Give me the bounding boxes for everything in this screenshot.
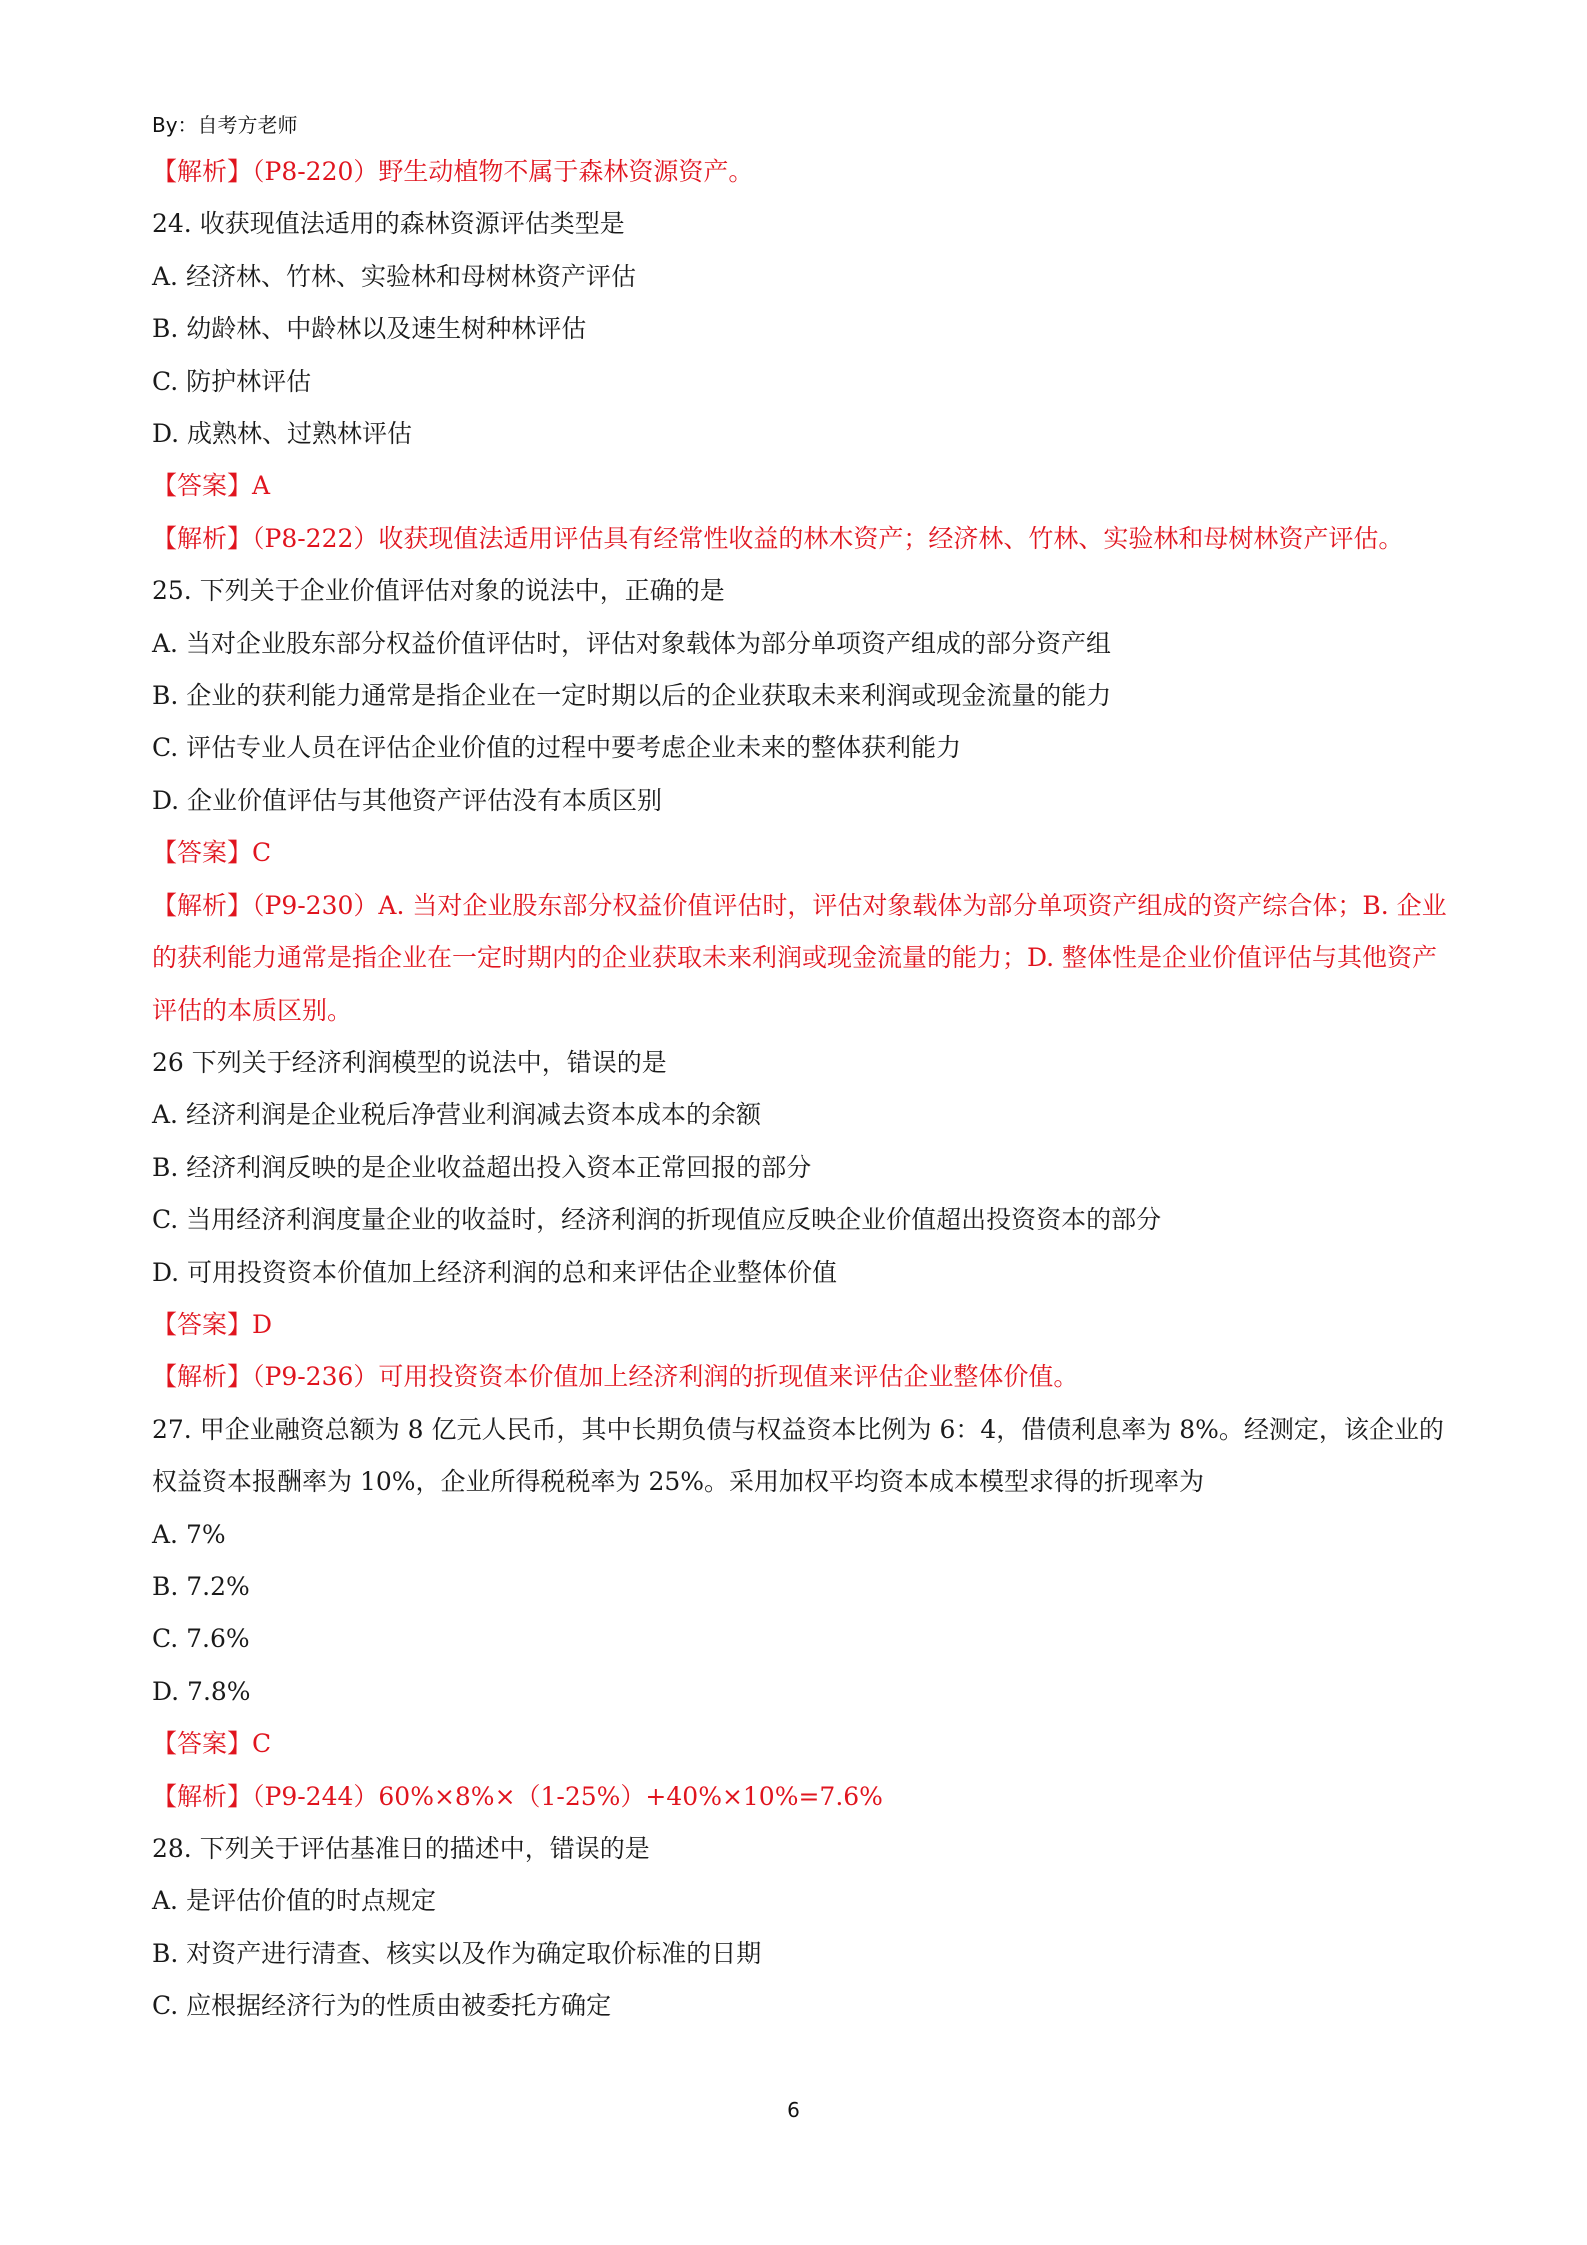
option-c: C. 7.6% [152, 1624, 250, 1654]
author-byline: By：自考方老师 [152, 113, 298, 137]
option-c: C. 当用经济利润度量企业的收益时，经济利润的折现值应反映企业价值超出投资资本的部分 [152, 1205, 1162, 1235]
option-b: B. 对资产进行清查、核实以及作为确定取价标准的日期 [152, 1938, 762, 1968]
document-page [152, 110, 1452, 2033]
answer-line: 【答案】D [152, 1309, 273, 1339]
question-28: 28. 下列关于评估基准日的描述中，错误的是 [152, 1834, 650, 1863]
option-b: B. 7.2% [152, 1571, 250, 1601]
option-d: D. 7.8% [152, 1676, 251, 1706]
analysis-line: 【解析】（P9-236）可用投资资本价值加上经济利润的折现值来评估企业整体价值。 [152, 1362, 1079, 1392]
analysis-line: 【解析】（P9-244）60%×8%×（1-25%）+40%×10%=7.6% [152, 1781, 883, 1811]
option-b: B. 经济利润反映的是企业收益超出投入资本正常回报的部分 [152, 1152, 812, 1182]
question-26: 26 下列关于经济利润模型的说法中，错误的是 [152, 1047, 667, 1077]
option-d: D. 企业价值评估与其他资产评估没有本质区别 [152, 785, 663, 815]
option-a: A. 是评估价值的时点规定 [152, 1886, 436, 1916]
question-25: 25. 下列关于企业价值评估对象的说法中，正确的是 [152, 576, 725, 606]
answer-line: 【答案】C [152, 1729, 272, 1759]
option-d: D. 可用投资资本价值加上经济利润的总和来评估企业整体价值 [152, 1257, 838, 1287]
option-d: D. 成熟林、过熟林评估 [152, 419, 413, 449]
analysis-line: 【解析】（P9-230）A. 当对企业股东部分权益价值评估时，评估对象载体为部分单项资产组成的资产综合体；B. 企业的获利能力通常是指企业在一定时期内的企业获取未来利润或现金流量的能力；D. 整体性是企业价值评估与其他资产评估的本质区别。 [152, 890, 1447, 1025]
option-c: C. 评估专业人员在评估企业价值的过程中要考虑企业未来的整体获利能力 [152, 733, 962, 763]
option-a: A. 7% [152, 1519, 226, 1549]
option-a: A. 当对企业股东部分权益价值评估时，评估对象载体为部分单项资产组成的部分资产组 [152, 628, 1111, 658]
option-b: B. 幼龄林、中龄林以及速生树种林评估 [152, 314, 587, 344]
analysis-line: 【解析】（P8-220）野生动植物不属于森林资源资产。 [152, 157, 754, 186]
option-b: B. 企业的获利能力通常是指企业在一定时期以后的企业获取未来利润或现金流量的能力 [152, 681, 1112, 711]
page-number: 6 [787, 2098, 800, 2122]
question-24: 24. 收获现值法适用的森林资源评估类型是 [152, 209, 625, 239]
answer-line: 【答案】C [152, 838, 272, 868]
question-27: 27. 甲企业融资总额为 8 亿元人民币，其中长期负债与权益资本比例为 6：4，借债利息率为 8%。经测定，该企业的权益资本报酬率为 10%，企业所得税税率为 25%。采用加权平均资本成本模型求得的折现率为 [152, 1414, 1444, 1497]
answer-line: 【答案】A [152, 471, 271, 501]
option-a: A. 经济利润是企业税后净营业利润减去资本成本的余额 [152, 1100, 761, 1130]
option-a: A. 经济林、竹林、实验林和母树林资产评估 [152, 261, 636, 291]
option-c: C. 防护林评估 [152, 366, 312, 396]
option-c: C. 应根据经济行为的性质由被委托方确定 [152, 1991, 612, 2021]
analysis-line: 【解析】（P8-222）收获现值法适用评估具有经常性收益的林木资产；经济林、竹林、实验林和母树林资产评估。 [152, 523, 1404, 553]
